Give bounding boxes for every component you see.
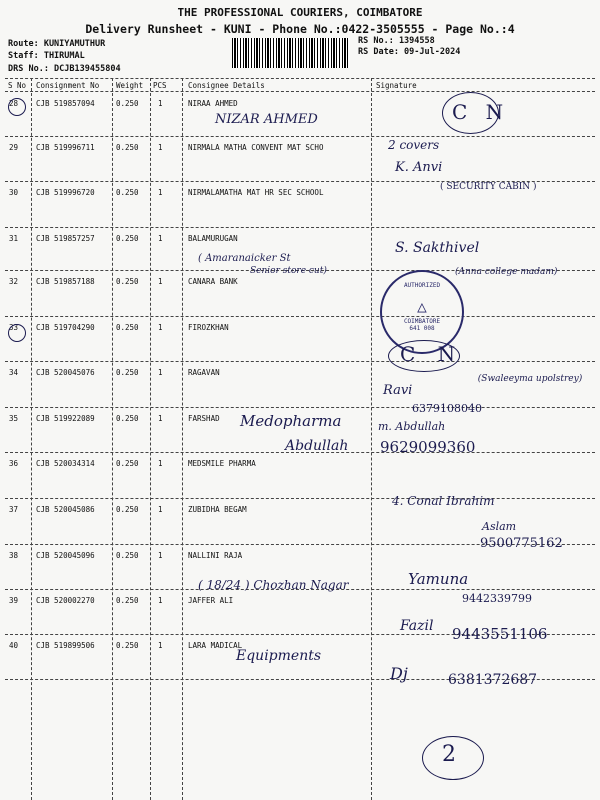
row-pcs: 1: [158, 368, 163, 377]
row-33-circle-mark: [8, 324, 26, 342]
row-pcs: 1: [158, 188, 163, 197]
row-rule: [5, 227, 595, 228]
hw-row31-sign: S. Sakthivel: [395, 240, 480, 256]
row-pcs: 1: [158, 234, 163, 243]
col-divider: [150, 78, 151, 800]
row-cno: CJB 519857188: [36, 277, 95, 286]
row-weight: 0.250: [116, 277, 139, 286]
row-weight: 0.250: [116, 505, 139, 514]
row-sno: 30: [9, 188, 19, 197]
row-rule: [5, 361, 595, 362]
hw-row38-phone: 9442339799: [462, 592, 532, 605]
company-title: THE PROFESSIONAL COURIERS, COIMBATORE: [177, 6, 423, 19]
stamp-triangle-icon: △: [417, 297, 427, 316]
runsheet-title: Delivery Runsheet - KUNI - Phone No.:0422-3505555 - Page No.:4: [85, 22, 515, 36]
row-weight: 0.250: [116, 234, 139, 243]
row-sno: 28: [9, 99, 19, 108]
hw-row28-name: NIZAR AHMED: [215, 112, 318, 127]
hw-row29-sign: K. Anvi: [395, 160, 443, 175]
row-cno: CJB 519899506: [36, 641, 95, 650]
row-consignee: MEDSMILE PHARMA: [188, 459, 256, 468]
row-cno: CJB 519704290: [36, 323, 95, 332]
row-weight: 0.250: [116, 143, 139, 152]
rs-number: RS No.: 1394558: [358, 36, 435, 46]
staff: Staff: THIRUMAL: [8, 51, 85, 61]
row-rule: [5, 407, 595, 408]
header-rule: [5, 91, 595, 92]
row-pcs: 1: [158, 551, 163, 560]
row-sno: 40: [9, 641, 19, 650]
row-weight: 0.250: [116, 641, 139, 650]
row-consignee: BALAMURUGAN: [188, 234, 238, 243]
hw-row38-address: ( 18/24 ) Chozhan Nagar: [198, 578, 349, 592]
row-pcs: 1: [158, 641, 163, 650]
col-divider: [112, 78, 113, 800]
hw-row37-sign: Aslam: [482, 520, 517, 533]
stamp-middle-text: COIMBATORE: [403, 318, 441, 325]
row-consignee: NALLINI RAJA: [188, 551, 243, 560]
col-divider: [182, 78, 183, 800]
row-rule: [5, 316, 595, 317]
row-sno: 34: [9, 368, 19, 377]
hw-row34-sign: Ravi: [383, 383, 413, 398]
row-pcs: 1: [158, 277, 163, 286]
row-consignee: NIRMALAMATHA MAT HR SEC SCHOOL: [188, 188, 324, 197]
rs-date: RS Date: 09-Jul-2024: [358, 47, 461, 57]
row-sno: 35: [9, 414, 19, 423]
row-consignee: FIROZKHAN: [188, 323, 229, 332]
hw-row40-sign: Dj: [390, 664, 408, 683]
row-consignee: RAGAVAN: [188, 368, 220, 377]
row-pcs: 1: [158, 459, 163, 468]
row-cno: CJB 519996711: [36, 143, 95, 152]
row-consignee: ZUBIDHA BEGAM: [188, 505, 247, 514]
col-header-sno: S No: [8, 81, 27, 90]
row-cno: CJB 520034314: [36, 459, 95, 468]
row-sno: 38: [9, 551, 19, 560]
row-weight: 0.250: [116, 99, 139, 108]
hw-row35-sign: m. Abdullah: [378, 420, 446, 433]
row-pcs: 1: [158, 99, 163, 108]
row-consignee: NIRAA AHMED: [188, 99, 238, 108]
hw-row31-address2: Senior store cut): [250, 266, 327, 276]
hw-row35-name: Abdullah: [285, 438, 349, 454]
hw-row34-note: (Swaleeyma upolstrey): [477, 374, 583, 384]
hw-row29-covers: 2 covers: [388, 138, 440, 152]
col-header-signature: Signature: [376, 81, 417, 90]
hw-row34-phone: 6379108040: [412, 402, 482, 415]
hw-row31-address1: ( Amaranaicker St: [198, 253, 291, 264]
hw-row35-phone: 9629099360: [380, 438, 476, 456]
hw-row38-sign: Yamuna: [408, 570, 469, 588]
table-top-rule: [5, 78, 595, 79]
col-divider: [371, 78, 372, 800]
row-weight: 0.250: [116, 551, 139, 560]
row-rule: [5, 136, 595, 137]
stamp-top-text: AUTHORIZED: [403, 282, 441, 289]
hw-row37-phone: 9500775162: [480, 536, 563, 551]
hw-row35-company: Medopharma: [240, 412, 342, 430]
row-pcs: 1: [158, 414, 163, 423]
row-sno: 37: [9, 505, 19, 514]
row-sno: 36: [9, 459, 19, 468]
row-weight: 0.250: [116, 188, 139, 197]
row-weight: 0.250: [116, 596, 139, 605]
row-pcs: 1: [158, 143, 163, 152]
row-sno: 33: [9, 323, 19, 332]
row-cno: CJB 519857257: [36, 234, 95, 243]
row-sno: 39: [9, 596, 19, 605]
col-divider: [31, 78, 32, 800]
row-cno: CJB 520045076: [36, 368, 95, 377]
col-header-consignee: Consignee Details: [188, 81, 265, 90]
row-cno: CJB 520045086: [36, 505, 95, 514]
hw-row36-sign: 4. Conal Ibrahim: [392, 494, 495, 508]
hw-row40-phone: 6381372687: [448, 672, 538, 688]
row-weight: 0.250: [116, 459, 139, 468]
row-pcs: 1: [158, 596, 163, 605]
row-weight: 0.250: [116, 368, 139, 377]
hw-row40-note: Equipments: [236, 648, 322, 664]
row-consignee: FARSHAD: [188, 414, 220, 423]
row-pcs: 1: [158, 323, 163, 332]
row-pcs: 1: [158, 505, 163, 514]
stamp-bottom-text: 641 008: [409, 325, 435, 332]
row-weight: 0.250: [116, 323, 139, 332]
row-cno: CJB 520002270: [36, 596, 95, 605]
col-header-pcs: PCS: [153, 81, 167, 90]
col-header-consignment: Consignment No: [36, 81, 100, 90]
row-cno: CJB 519857094: [36, 99, 95, 108]
row-weight: 0.250: [116, 414, 139, 423]
row-consignee: LARA MADICAL: [188, 641, 243, 650]
row-sno: 29: [9, 143, 19, 152]
route: Route: KUNIYAMUTHUR: [8, 39, 106, 49]
barcode: [232, 38, 350, 68]
row-cno: CJB 519996720: [36, 188, 95, 197]
row-sno: 31: [9, 234, 19, 243]
row-consignee: CANARA BANK: [188, 277, 238, 286]
row-consignee: JAFFER ALI: [188, 596, 234, 605]
col-header-weight: Weight: [116, 81, 144, 90]
row-28-circle-mark: [8, 98, 26, 116]
row-consignee: NIRMALA MATHA CONVENT MAT SCHO: [188, 143, 324, 152]
hw-row39-phone: 9443551106: [452, 625, 548, 643]
hw-row31-note: (Anna college madam): [455, 267, 558, 277]
row-rule: [5, 498, 595, 499]
hw-page-number: 2: [442, 742, 456, 767]
hw-row28-cn: C N: [452, 100, 510, 124]
hw-row33-cn: C N: [400, 342, 464, 366]
row-sno: 32: [9, 277, 19, 286]
row-cno: CJB 520045096: [36, 551, 95, 560]
row-cno: CJB 519922089: [36, 414, 95, 423]
hw-row39-sign: Fazil: [400, 618, 434, 634]
drs-number: DRS No.: DCJB139455804: [8, 64, 121, 74]
hw-row30-note: ( SECURITY CABIN ): [440, 182, 537, 192]
